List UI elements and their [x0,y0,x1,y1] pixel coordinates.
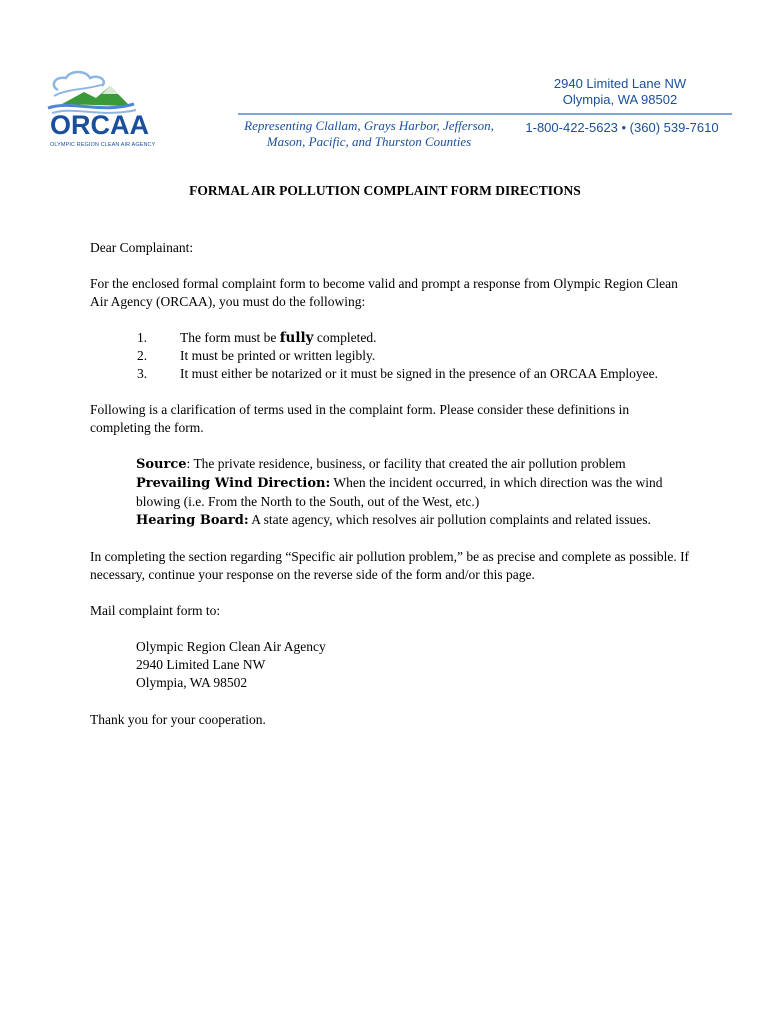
logo-subtext: OLYMPIC REGION CLEAN AIR AGENCY [50,142,156,148]
counties-line: Mason, Pacific, and Thurston Counties [266,134,472,149]
header-divider [238,113,732,115]
definition-text: When the incident occurred, in which direction was the wind blowing (i.e. From the North to the South, out of the West, etc.) [136,475,663,509]
clarification-paragraph: Following is a clarification of terms used in the complaint form. Please consider these definitions in completing the form. [90,402,630,435]
list-number: 3. [137,366,148,381]
list-number: 2. [137,348,148,363]
logo-wordmark: ORCAA [50,110,149,140]
specific-problem-instructions: In completing the section regarding “Specific air pollution problem,” be as precise and complete as possible. If necessary, continue your response on the reverse side of the form and/or this page. [90,549,690,582]
agency-address [530,76,710,108]
definition-term: Prevailing Wind Direction: [136,476,331,491]
counties-line: Representing Clallam, Grays Harbor, Jefferson, [244,118,494,133]
greeting: Dear Complainant: [90,240,194,255]
document-title: FORMAL AIR POLLUTION COMPLAINT FORM DIRECTIONS [189,183,581,198]
requirements-list [90,329,690,383]
mailing-address [136,638,690,692]
closing-line: Thank you for your cooperation. [90,712,266,727]
step-text: The form must be [180,330,280,345]
definition-item [136,474,690,511]
list-number: 1. [137,330,148,345]
mailing-address-line: Olympia, WA 98502 [136,675,248,690]
mail-label: Mail complaint form to: [90,603,221,618]
definition-text: A state agency, which resolves air pollution complaints and related issues. [251,512,651,527]
document-body [90,182,690,729]
orcaa-logo [44,68,154,156]
step-text: It must either be notarized or it must be signed in the presence of an ORCAA Employee. [180,366,659,381]
mailing-address-line: 2940 Limited Lane NW [136,657,266,672]
list-item [90,347,690,365]
list-item [90,365,690,383]
definitions-list [136,455,690,530]
definition-text: The private residence, business, or facility that created the air pollution problem [193,456,626,471]
step-text: It must be printed or written legibly. [180,348,376,363]
address-line: Olympia, WA 98502 [562,92,678,107]
definition-item [136,455,690,474]
definition-item [136,511,690,530]
definition-term: Source [136,457,187,472]
address-line: 2940 Limited Lane NW [553,76,687,91]
definition-separator: : [186,456,194,471]
counties-tagline [236,118,502,150]
intro-paragraph: For the enclosed formal complaint form to become valid and prompt a response from Olympic Region Clean Air Agency (ORCAA), you must do the following: [90,276,678,309]
letterhead [0,0,770,160]
definition-term: Hearing Board: [136,513,249,528]
step-emphasis: fully [279,330,314,346]
mailing-address-line: Olympic Region Clean Air Agency [136,639,326,654]
step-text: completed. [313,330,377,345]
phone-numbers: 1-800-422-5623 • (360) 539-7610 [525,120,719,135]
list-item [90,329,690,347]
